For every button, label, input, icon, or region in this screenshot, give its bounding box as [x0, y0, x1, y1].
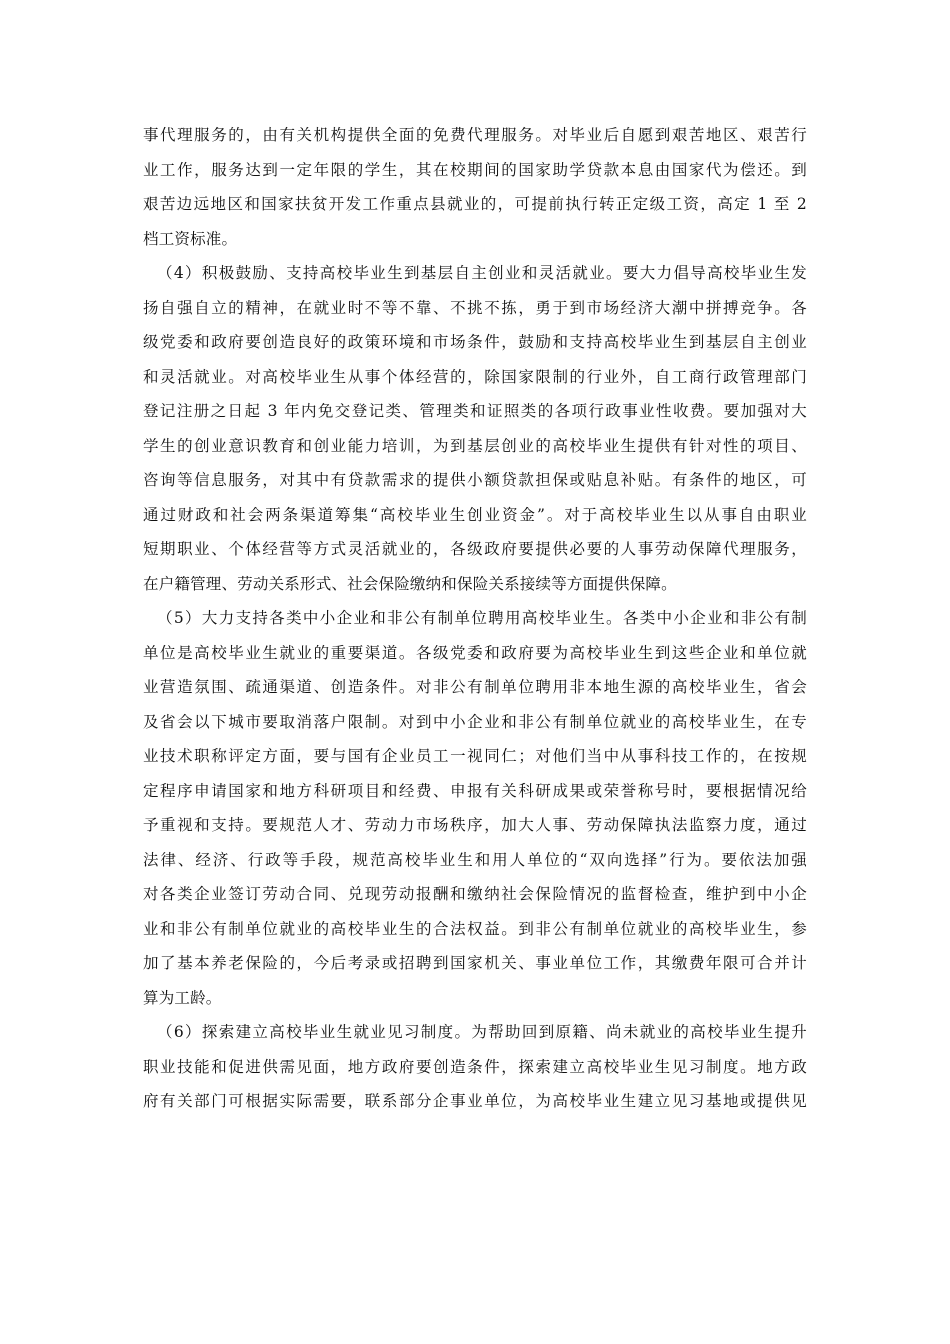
text-line: 通过财政和社会两条渠道筹集“高校毕业生创业资金”。对于高校毕业生以从事自由职业: [143, 505, 807, 524]
text-line: 单位是高校毕业生就业的重要渠道。各级党委和政府要为高校毕业生到这些企业和单位就: [143, 643, 807, 662]
paragraph-6: [143, 1015, 807, 1119]
document-page: [143, 118, 807, 1119]
text-line: 事代理服务的，由有关机构提供全面的免费代理服务。对毕业后自愿到艰苦地区、艰苦行: [143, 126, 807, 144]
paragraph-4: [143, 256, 807, 601]
text-line: 业营造氛围、疏通渠道、创造条件。对非公有制单位聘用非本地生源的高校毕业生，省会: [143, 678, 807, 696]
text-line: 法律、经济、行政等手段，规范高校毕业生和用人单位的“双向选择”行为。要依法加强: [143, 850, 807, 869]
text-line: 学生的创业意识教育和创业能力培训，为到基层创业的高校毕业生提供有针对性的项目、: [143, 436, 807, 455]
text-line: 扬自强自立的精神，在就业时不等不靠、不挑不拣，勇于到市场经济大潮中拼搏竞争。各: [143, 298, 807, 317]
text-line: 在户籍管理、劳动关系形式、社会保险缴纳和保险关系接续等方面提供保障。: [143, 574, 677, 593]
text-line: 咨询等信息服务，对其中有贷款需求的提供小额贷款担保或贴息补贴。有条件的地区，可: [143, 471, 807, 489]
text-line: 职业技能和促进供需见面，地方政府要创造条件，探索建立高校毕业生见习制度。地方政: [143, 1057, 807, 1076]
text-line: 业和非公有制单位就业的高校毕业生的合法权益。到非公有制单位就业的高校毕业生，参: [143, 919, 807, 938]
paragraph-continued: [143, 118, 807, 256]
text-line: 予重视和支持。要规范人才、劳动力市场秩序，加大人事、劳动保障执法监察力度，通过: [143, 816, 807, 834]
text-line: 定程序申请国家和地方科研项目和经费、申报有关科研成果或荣誉称号时，要根据情况给: [143, 781, 807, 800]
text-line: 业技术职称评定方面，要与国有企业员工一视同仁；对他们当中从事科技工作的，在按规: [143, 747, 807, 765]
text-line: 府有关部门可根据实际需要，联系部分企事业单位，为高校毕业生建立见习基地或提供见: [143, 1092, 807, 1110]
paragraph-5: [143, 601, 807, 1015]
text-line: 加了基本养老保险的，今后考录或招聘到国家机关、事业单位工作，其缴费年限可合并计: [143, 954, 807, 972]
text-line: 业工作，服务达到一定年限的学生，其在校期间的国家助学贷款本息由国家代为偿还。到: [143, 160, 807, 179]
text-line: （6）探索建立高校毕业生就业见习制度。为帮助回到原籍、尚未就业的高校毕业生提升: [157, 1023, 807, 1041]
text-line: 档工资标准。: [143, 229, 238, 248]
text-line: （5）大力支持各类中小企业和非公有制单位聘用高校毕业生。各类中小企业和非公有制: [157, 609, 807, 627]
text-line: 艰苦边远地区和国家扶贫开发工作重点县就业的，可提前执行转正定级工资，高定 1 至 2: [143, 195, 807, 213]
text-line: 级党委和政府要创造良好的政策环境和市场条件，鼓励和支持高校毕业生到基层自主创业: [143, 333, 807, 351]
text-line: 登记注册之日起 3 年内免交登记类、管理类和证照类的各项行政事业性收费。要加强对大: [143, 402, 807, 420]
text-line: 算为工龄。: [143, 988, 222, 1007]
text-line: 对各类企业签订劳动合同、兑现劳动报酬和缴纳社会保险情况的监督检查，维护到中小企: [143, 885, 807, 903]
text-line: （4）积极鼓励、支持高校毕业生到基层自主创业和灵活就业。要大力倡导高校毕业生发: [157, 264, 807, 282]
text-line: 及省会以下城市要取消落户限制。对到中小企业和非公有制单位就业的高校毕业生，在专: [143, 712, 807, 731]
text-line: 短期职业、个体经营等方式灵活就业的，各级政府要提供必要的人事劳动保障代理服务，: [143, 540, 807, 558]
text-line: 和灵活就业。对高校毕业生从事个体经营的，除国家限制的行业外，自工商行政管理部门: [143, 367, 807, 386]
